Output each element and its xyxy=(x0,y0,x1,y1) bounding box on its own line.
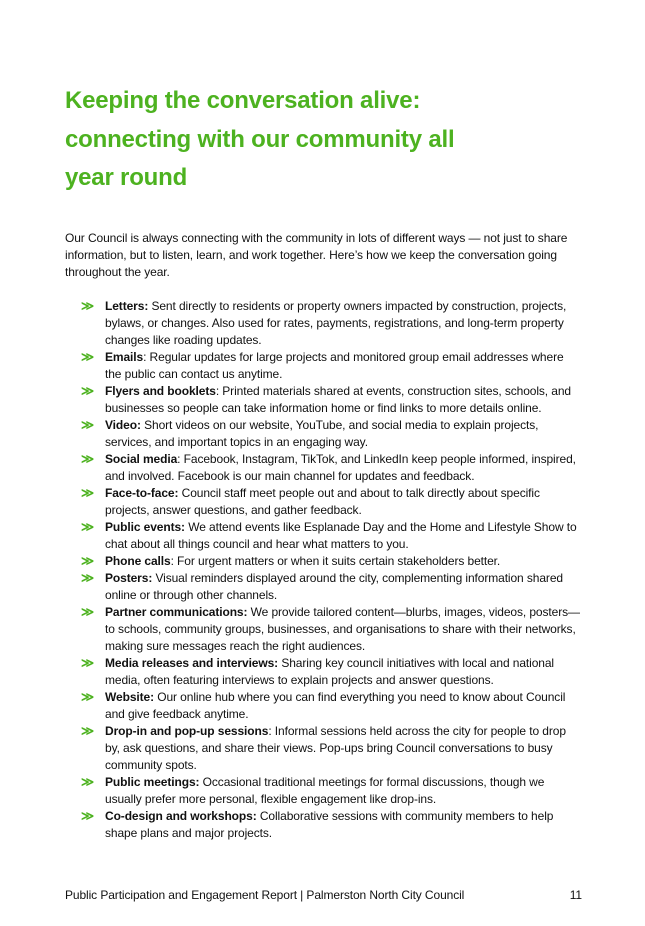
list-item-term: Drop-in and pop-up sessions xyxy=(105,723,269,738)
chevron-bullet-icon: ≫ xyxy=(81,570,94,585)
list-item xyxy=(65,383,582,417)
page-title-line-2: connecting with our community all xyxy=(65,125,455,153)
footer-page-number: 11 xyxy=(569,888,582,902)
page-title-line-3: year round xyxy=(65,164,188,191)
list-item-description: : Facebook, Instagram, TikTok, and LinkedIn keep people informed, inspired, and involved. Facebook is our main channel for updates and feedback. xyxy=(105,451,576,483)
list-item xyxy=(65,298,582,349)
chevron-bullet-icon: ≫ xyxy=(81,451,94,466)
list-item xyxy=(65,655,582,689)
list-item xyxy=(65,349,582,383)
list-item xyxy=(65,570,582,604)
chevron-bullet-icon: ≫ xyxy=(81,383,94,398)
footer-report-title: Public Participation and Engagement Report | Palmerston North City Council xyxy=(65,888,465,902)
list-item-term: Letters: xyxy=(105,298,149,313)
page-title-line-1: Keeping the conversation alive: xyxy=(65,87,421,114)
list-item-term: Website: xyxy=(105,689,154,704)
list-item-term: Public meetings: xyxy=(105,774,200,789)
list-item-description: Sharing key council initiatives with local and national media, often featuring interviews to explain projects and answer questions. xyxy=(105,655,554,687)
list-item-description: Visual reminders displayed around the city, complementing information shared online or through other channels. xyxy=(105,570,563,602)
chevron-bullet-icon: ≫ xyxy=(81,553,94,568)
chevron-bullet-icon: ≫ xyxy=(81,349,94,364)
list-item-term: Emails xyxy=(105,349,144,364)
list-item-description: Council staff meet people out and about to talk directly about specific projects, answer questions, and gather feedback. xyxy=(105,485,540,517)
list-item-term: Video: xyxy=(105,417,141,432)
chevron-bullet-icon: ≫ xyxy=(81,723,94,738)
list-item-description: Our online hub where you can find everything you need to know about Council and give feedback anytime. xyxy=(105,689,566,721)
list-item-description: : For urgent matters or when it suits certain stakeholders better. xyxy=(170,553,501,568)
list-item-description: We attend events like Esplanade Day and the Home and Lifestyle Show to chat about all things council and hear what matters to you. xyxy=(105,519,577,551)
list-item xyxy=(65,553,582,570)
intro-paragraph: Our Council is always connecting with the community in lots of different ways — not just to share information, but to listen, learn, and work together. Here’s how we keep the conversation going throughout the year. xyxy=(65,230,568,279)
list-item-description: : Regular updates for large projects and monitored group email addresses where the public can contact us anytime. xyxy=(105,349,564,381)
list-item xyxy=(65,485,582,519)
list-item-description: Collaborative sessions with community members to help shape plans and major projects. xyxy=(105,808,554,840)
chevron-bullet-icon: ≫ xyxy=(81,604,94,619)
list-item-term: Partner communications: xyxy=(105,604,248,619)
chevron-bullet-icon: ≫ xyxy=(81,417,94,432)
chevron-bullet-icon: ≫ xyxy=(81,519,94,534)
list-item-term: Flyers and booklets xyxy=(105,383,216,398)
list-item-description: : Informal sessions held across the city for people to drop by, ask questions, and share their views. Pop-ups bring Council conversations to busy community spots. xyxy=(105,723,566,772)
chevron-bullet-icon: ≫ xyxy=(81,655,94,670)
list-item-term: Social media xyxy=(105,451,178,466)
chevron-bullet-icon: ≫ xyxy=(81,808,94,823)
chevron-bullet-icon: ≫ xyxy=(81,689,94,704)
list-item-term: Face-to-face: xyxy=(105,485,179,500)
chevron-bullet-icon: ≫ xyxy=(81,485,94,500)
list-item xyxy=(65,604,582,655)
list-item xyxy=(65,808,582,842)
list-item-term: Phone calls xyxy=(105,553,171,568)
list-item xyxy=(65,519,582,553)
list-item-term: Posters: xyxy=(105,570,153,585)
chevron-bullet-icon: ≫ xyxy=(81,298,94,313)
list-item-description: Sent directly to residents or property owners impacted by construction, projects, bylaws, or changes. Also used for rates, payments, registrations, and long-term property changes like roading updates. xyxy=(105,298,567,347)
list-item xyxy=(65,723,582,774)
page-footer xyxy=(65,887,582,904)
communication-channels-list xyxy=(65,298,582,842)
list-item-term: Public events: xyxy=(105,519,185,534)
list-item-description: Occasional traditional meetings for formal discussions, though we usually prefer more personal, flexible engagement like drop-ins. xyxy=(105,774,545,806)
list-item-description: We provide tailored content—blurbs, images, videos, posters—to schools, community groups, businesses, and organisations to share with their networks, making sure messages reach the right audiences. xyxy=(105,604,580,653)
list-item xyxy=(65,774,582,808)
page-title xyxy=(65,82,582,198)
chevron-bullet-icon: ≫ xyxy=(81,774,94,789)
list-item xyxy=(65,451,582,485)
list-item xyxy=(65,417,582,451)
list-item-term: Media releases and interviews: xyxy=(105,655,279,670)
page-content xyxy=(65,0,582,842)
list-item-description: Short videos on our website, YouTube, and social media to explain projects, services, and important topics in an engaging way. xyxy=(105,417,539,449)
list-item xyxy=(65,689,582,723)
list-item-description: : Printed materials shared at events, construction sites, schools, and businesses so people can take information home or find links to more details online. xyxy=(105,383,571,415)
list-item-term: Co-design and workshops: xyxy=(105,808,257,823)
